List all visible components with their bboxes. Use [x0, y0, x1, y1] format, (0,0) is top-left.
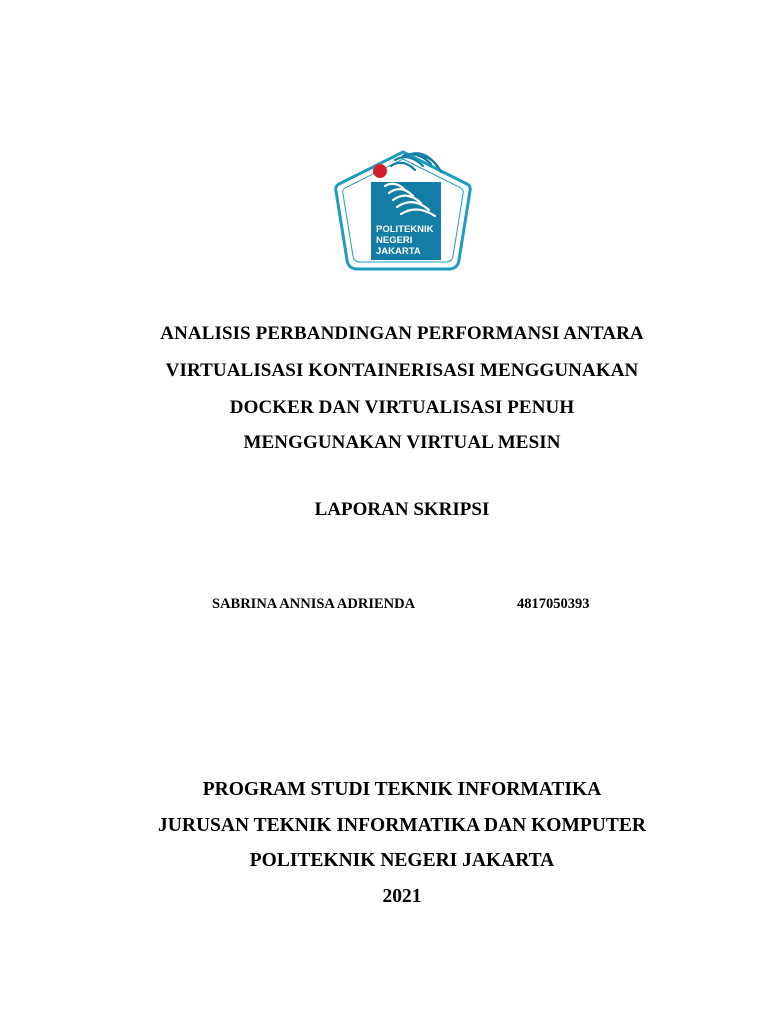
logo-red-dot	[373, 164, 387, 178]
department: JURUSAN TEKNIK INFORMATIKA DAN KOMPUTER	[158, 815, 646, 836]
thesis-title-line-2: VIRTUALISASI KONTAINERISASI MENGGUNAKAN	[165, 360, 639, 381]
logo-text-line3: JAKARTA	[376, 246, 421, 257]
author-name: SABRINA ANNISA ADRIENDA	[212, 596, 416, 612]
thesis-title-line-4: MENGGUNAKAN VIRTUAL MESIN	[243, 432, 561, 453]
institution-logo	[333, 150, 473, 276]
institution-name: POLITEKNIK NEGERI JAKARTA	[249, 850, 555, 871]
thesis-title-line-1: ANALISIS PERBANDINGAN PERFORMANSI ANTARA	[160, 323, 644, 344]
thesis-title-line-3: DOCKER DAN VIRTUALISASI PENUH	[229, 397, 575, 418]
logo-text-line2: NEGERI	[376, 235, 413, 246]
author-student-id: 4817050393	[517, 596, 590, 612]
report-type: LAPORAN SKRIPSI	[314, 499, 490, 520]
logo-text-line1: POLITEKNIK	[376, 224, 434, 235]
study-program: PROGRAM STUDI TEKNIK INFORMATIKA	[202, 779, 602, 800]
year: 2021	[382, 886, 422, 907]
